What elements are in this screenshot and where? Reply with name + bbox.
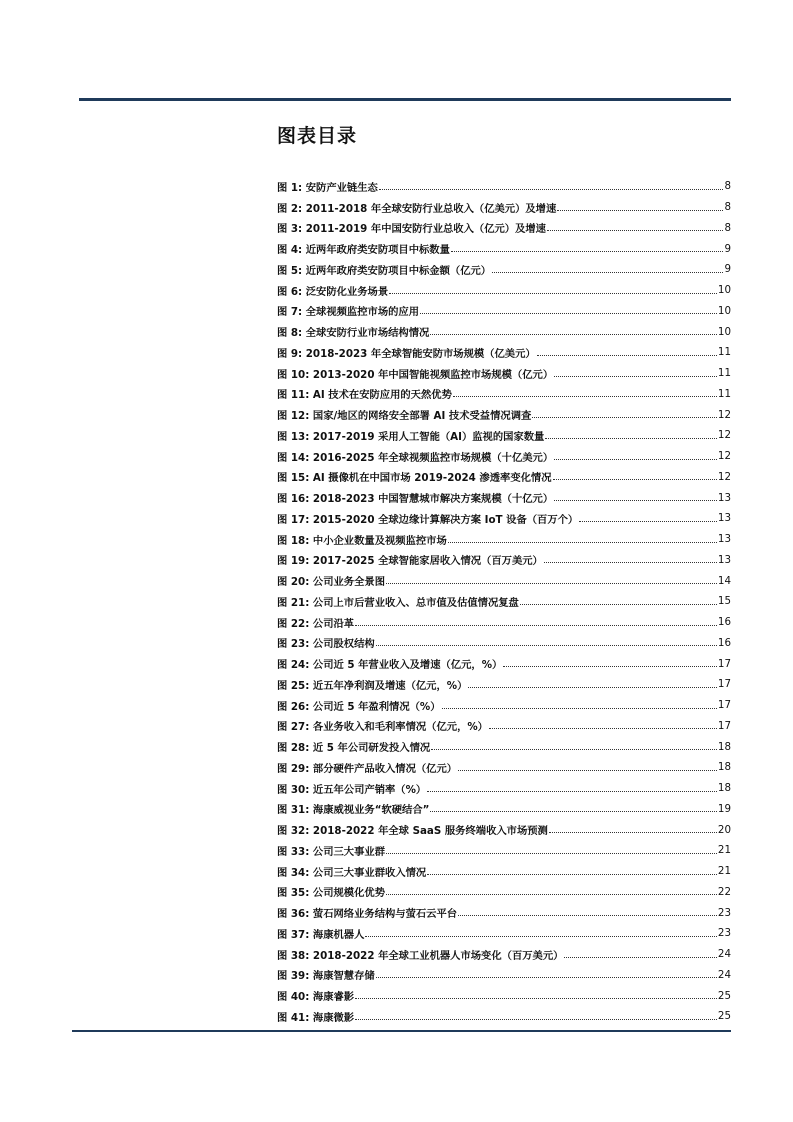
toc-entry-page-number: 25: [717, 989, 731, 1002]
toc-entry-label: 图 37: 海康机器人: [277, 928, 365, 941]
toc-entry-page-number: 17: [717, 699, 731, 712]
dot-leader: [545, 438, 717, 439]
dot-leader: [554, 459, 717, 460]
toc-entry[interactable]: [277, 944, 731, 965]
toc-entry-page-number: 25: [717, 1010, 731, 1023]
toc-entry-page-number: 10: [717, 284, 731, 297]
toc-entry-page-number: 8: [724, 221, 731, 234]
toc-entry[interactable]: [277, 238, 731, 259]
toc-entry-page-number: 16: [717, 616, 731, 629]
toc-entry-page-number: 21: [717, 865, 731, 878]
toc-entry-page-number: 20: [717, 823, 731, 836]
toc-entry-page-number: 11: [717, 387, 731, 400]
dot-leader: [427, 791, 717, 792]
toc-entry-page-number: 24: [717, 968, 731, 981]
toc-entry[interactable]: [277, 384, 731, 405]
toc-entry-label: 图 32: 2018-2022 年全球 SaaS 服务终端收入市场预测: [277, 825, 548, 838]
dot-leader: [355, 998, 717, 999]
dot-leader: [492, 272, 723, 273]
toc-entry[interactable]: [277, 570, 731, 591]
dot-leader: [458, 915, 717, 916]
dot-leader: [386, 894, 717, 895]
toc-entry-label: 图 10: 2013-2020 年中国智能视频监控市场规模（亿元）: [277, 368, 554, 381]
toc-entry-label: 图 7: 全球视频监控市场的应用: [277, 306, 420, 319]
dot-leader: [431, 749, 717, 750]
dot-leader: [520, 604, 717, 605]
toc-entry-label: 图 18: 中小企业数量及视频监控市场: [277, 534, 447, 547]
toc-entry[interactable]: [277, 259, 731, 280]
toc-entry[interactable]: [277, 550, 731, 571]
dot-leader: [537, 355, 717, 356]
toc-entry-page-number: 21: [717, 844, 731, 857]
toc-entry[interactable]: [277, 882, 731, 903]
toc-entry-page-number: 23: [717, 906, 731, 919]
toc-entry[interactable]: [277, 404, 731, 425]
dot-leader: [451, 251, 724, 252]
toc-entry-page-number: 13: [717, 553, 731, 566]
toc-entry-label: 图 15: AI 摄像机在中国市场 2019-2024 渗透率变化情况: [277, 472, 552, 485]
toc-entry[interactable]: [277, 176, 731, 197]
toc-entry[interactable]: [277, 508, 731, 529]
dot-leader: [532, 417, 717, 418]
toc-entry[interactable]: [277, 280, 731, 301]
toc-entry-page-number: 12: [717, 429, 731, 442]
toc-entry-page-number: 13: [717, 491, 731, 504]
toc-entry[interactable]: [277, 342, 731, 363]
toc-entry[interactable]: [277, 321, 731, 342]
dot-leader: [453, 396, 717, 397]
toc-entry-label: 图 34: 公司三大事业群收入情况: [277, 866, 427, 879]
toc-entry-label: 图 8: 全球安防行业市场结构情况: [277, 327, 430, 340]
dot-leader: [389, 293, 717, 294]
toc-entry-label: 图 11: AI 技术在安防应用的天然优势: [277, 389, 452, 402]
dot-leader: [564, 957, 716, 958]
toc-entry[interactable]: [277, 840, 731, 861]
toc-entry-label: 图 28: 近 5 年公司研发投入情况: [277, 742, 431, 755]
toc-entry-label: 图 24: 公司近 5 年营业收入及增速（亿元，%）: [277, 659, 503, 672]
dot-leader: [355, 1019, 717, 1020]
toc-entry-label: 图 40: 海康睿影: [277, 991, 355, 1004]
toc-entry-page-number: 12: [717, 408, 731, 421]
toc-entry-label: 图 16: 2018-2023 中国智慧城市解决方案规模（十亿元）: [277, 493, 554, 506]
toc-entry-label: 图 26: 公司近 5 年盈利情况（%）: [277, 700, 441, 713]
toc-entry[interactable]: [277, 778, 731, 799]
toc-entry-page-number: 12: [717, 470, 731, 483]
toc-entry[interactable]: [277, 985, 731, 1006]
dot-leader: [554, 376, 717, 377]
toc-entry[interactable]: [277, 446, 731, 467]
dot-leader: [448, 542, 717, 543]
dot-leader: [549, 832, 717, 833]
toc-entry[interactable]: [277, 674, 731, 695]
toc-entry-label: 图 39: 海康智慧存储: [277, 970, 375, 983]
toc-entry-page-number: 19: [717, 802, 731, 815]
toc-entry-label: 图 2: 2011-2018 年全球安防行业总收入（亿美元）及增速: [277, 202, 557, 215]
dot-leader: [547, 230, 723, 231]
toc-entry-label: 图 5: 近两年政府类安防项目中标金额（亿元）: [277, 264, 492, 277]
toc-entry-page-number: 14: [717, 574, 731, 587]
dot-leader: [420, 313, 717, 314]
toc-entry[interactable]: [277, 819, 731, 840]
toc-entry-label: 图 14: 2016-2025 年全球视频监控市场规模（十亿美元）: [277, 451, 554, 464]
dot-leader: [579, 521, 717, 522]
toc-entry-label: 图 22: 公司沿革: [277, 617, 355, 630]
toc-entry-page-number: 11: [717, 367, 731, 380]
toc-entry-page-number: 13: [717, 533, 731, 546]
toc-entry-page-number: 8: [724, 180, 731, 193]
dot-leader: [365, 936, 716, 937]
toc-entry-page-number: 10: [717, 304, 731, 317]
toc-entry-label: 图 19: 2017-2025 全球智能家居收入情况（百万美元）: [277, 555, 543, 568]
dot-leader: [430, 334, 717, 335]
toc-entry[interactable]: [277, 736, 731, 757]
dot-leader: [557, 210, 723, 211]
toc-entry-page-number: 8: [724, 201, 731, 214]
toc-entry-label: 图 17: 2015-2020 全球边缘计算解决方案 IoT 设备（百万个）: [277, 513, 579, 526]
dot-leader: [544, 562, 717, 563]
toc-entry-label: 图 38: 2018-2022 年全球工业机器人市场变化（百万美元）: [277, 949, 564, 962]
toc-entry-label: 图 35: 公司规模化优势: [277, 887, 385, 900]
toc-entry[interactable]: [277, 612, 731, 633]
toc-entry[interactable]: [277, 467, 731, 488]
toc-entry-label: 图 30: 近五年公司产销率（%）: [277, 783, 427, 796]
dot-leader: [442, 708, 717, 709]
toc-entry-label: 图 36: 萤石网络业务结构与萤石云平台: [277, 908, 458, 921]
toc-entry[interactable]: [277, 716, 731, 737]
toc-entry-page-number: 17: [717, 719, 731, 732]
toc-entry[interactable]: [277, 757, 731, 778]
toc-entry-page-number: 10: [717, 325, 731, 338]
dot-leader: [386, 583, 717, 584]
toc-entry[interactable]: [277, 653, 731, 674]
toc-entry[interactable]: [277, 425, 731, 446]
toc-entry-label: 图 27: 各业务收入和毛利率情况（亿元，%）: [277, 721, 488, 734]
toc-entry[interactable]: [277, 633, 731, 654]
toc-entry-label: 图 20: 公司业务全景图: [277, 576, 385, 589]
dot-leader: [386, 853, 717, 854]
toc-entry-label: 图 1: 安防产业链生态: [277, 181, 378, 194]
toc-entry-page-number: 18: [717, 740, 731, 753]
toc-entry-page-number: 13: [717, 512, 731, 525]
toc-entry-page-number: 18: [717, 761, 731, 774]
dot-leader: [430, 811, 716, 812]
toc-entry-label: 图 25: 近五年净利润及增速（亿元，%）: [277, 679, 468, 692]
toc-entry-label: 图 21: 公司上市后营业收入、总市值及估值情况复盘: [277, 596, 519, 609]
toc-entry[interactable]: [277, 197, 731, 218]
toc-entry[interactable]: [277, 301, 731, 322]
dot-leader: [379, 189, 724, 190]
dot-leader: [553, 479, 717, 480]
toc-entry-page-number: 16: [717, 636, 731, 649]
dot-leader: [427, 874, 717, 875]
toc-entry[interactable]: [277, 1006, 731, 1027]
toc-entry-page-number: 17: [717, 657, 731, 670]
toc-entry-page-number: 9: [724, 263, 731, 276]
toc-entry-label: 图 6: 泛安防化业务场景: [277, 285, 389, 298]
toc-entry-label: 图 13: 2017-2019 采用人工智能（AI）监视的国家数量: [277, 430, 545, 443]
toc-entry[interactable]: [277, 591, 731, 612]
toc-entry-label: 图 41: 海康微影: [277, 1011, 355, 1024]
dot-leader: [554, 500, 717, 501]
toc-entry-label: 图 12: 国家/地区的网络安全部署 AI 技术受益情况调查: [277, 410, 532, 423]
toc-entry-label: 图 23: 公司股权结构: [277, 638, 375, 651]
dot-leader: [503, 666, 717, 667]
toc-entry[interactable]: [277, 799, 731, 820]
toc-entry-page-number: 18: [717, 782, 731, 795]
toc-entry[interactable]: [277, 902, 731, 923]
toc-entry-page-number: 22: [717, 885, 731, 898]
toc-entry-page-number: 23: [717, 927, 731, 940]
toc-entry-page-number: 17: [717, 678, 731, 691]
toc-entry[interactable]: [277, 923, 731, 944]
toc-entry-label: 图 29: 部分硬件产品收入情况（亿元）: [277, 762, 458, 775]
toc-entry[interactable]: [277, 861, 731, 882]
dot-leader: [355, 625, 717, 626]
toc-entry[interactable]: [277, 218, 731, 239]
toc-entry-page-number: 24: [717, 948, 731, 961]
toc-entry[interactable]: [277, 965, 731, 986]
toc-entry-label: 图 31: 海康威视业务“软硬结合”: [277, 804, 430, 817]
dot-leader: [489, 728, 717, 729]
toc-entry[interactable]: [277, 487, 731, 508]
toc-entry[interactable]: [277, 529, 731, 550]
dot-leader: [468, 687, 717, 688]
dot-leader: [376, 645, 717, 646]
figure-toc-list: [277, 176, 731, 1027]
dot-leader: [458, 770, 717, 771]
toc-entry-label: 图 33: 公司三大事业群: [277, 845, 385, 858]
header-rule: [79, 98, 731, 101]
toc-entry[interactable]: [277, 363, 731, 384]
page-title: 图表目录: [277, 125, 358, 147]
toc-entry[interactable]: [277, 695, 731, 716]
toc-entry-page-number: 9: [724, 242, 731, 255]
footer-rule: [72, 1030, 731, 1032]
toc-entry-label: 图 9: 2018-2023 年全球智能安防市场规模（亿美元）: [277, 347, 536, 360]
toc-entry-page-number: 15: [717, 595, 731, 608]
toc-entry-label: 图 4: 近两年政府类安防项目中标数量: [277, 244, 450, 257]
toc-entry-label: 图 3: 2011-2019 年中国安防行业总收入（亿元）及增速: [277, 223, 546, 236]
toc-entry-page-number: 12: [717, 450, 731, 463]
dot-leader: [376, 977, 717, 978]
toc-entry-page-number: 11: [717, 346, 731, 359]
